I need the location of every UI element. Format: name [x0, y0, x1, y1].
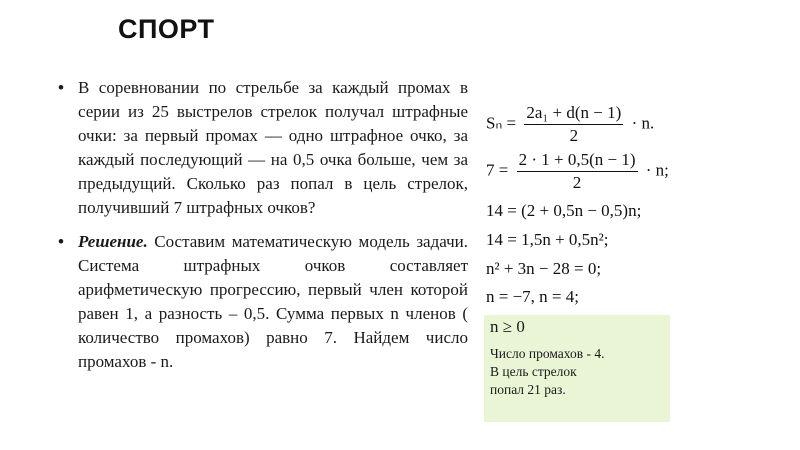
equation-quadratic: n² + 3n − 28 = 0;	[486, 259, 602, 278]
answer-line: В цель стрелок	[490, 364, 577, 379]
problem-text: В соревновании по стрельбе за каждый промах в серии из 25 выстрелов стрелок получал штрафные очки: за первый промах — одно штрафное очко, за каждый последующий — на 0,5 очка больше, чем за предыдущий. Сколько раз попал в цель стрелок, получивший 7 штрафных очков?	[78, 78, 468, 217]
slide-title: СПОРТ	[118, 14, 215, 44]
problem-bullet	[58, 76, 468, 220]
equation-roots: n = −7, n = 4;	[486, 287, 579, 306]
solution-text: Составим математическую модель задачи. Система штрафных очков составляет арифметическую прогрессию, первый член которой равен 1, а разность – 0,5. Сумма первых n членов ( количество промахов) равно 7. Найдем число промахов - n.	[78, 232, 468, 371]
bullet-icon: •	[58, 78, 64, 97]
answer-box	[484, 315, 670, 422]
answer-line: попал 21 раз.	[490, 382, 566, 397]
fraction	[524, 104, 623, 145]
formula-tail: · n.	[631, 113, 655, 133]
solution-lead: Решение.	[78, 232, 148, 251]
formula-lhs: 7 =	[486, 160, 509, 180]
solution-bullet	[58, 230, 468, 374]
fraction-numerator: 2a₁ + d(n − 1)	[524, 104, 623, 125]
equation-step-4: 14 = 1,5n + 0,5n²;	[486, 230, 609, 249]
formula-lhs: Sₙ =	[486, 113, 517, 133]
equation-step-3: 14 = (2 + 0,5n − 0,5)n;	[486, 201, 642, 220]
answer-text	[490, 345, 605, 399]
text-column	[58, 76, 468, 384]
answer-condition: n ≥ 0	[490, 317, 525, 336]
fraction-denominator: 2	[569, 126, 579, 145]
fraction-denominator: 2	[572, 173, 582, 192]
formula-sum	[486, 104, 654, 145]
bullet-icon: •	[58, 232, 64, 251]
formula-tail: · n;	[645, 160, 669, 180]
fraction-numerator: 2 · 1 + 0,5(n − 1)	[517, 151, 638, 172]
answer-line: Число промахов - 4.	[490, 346, 605, 361]
fraction	[517, 151, 638, 192]
formula-substituted	[486, 151, 669, 192]
